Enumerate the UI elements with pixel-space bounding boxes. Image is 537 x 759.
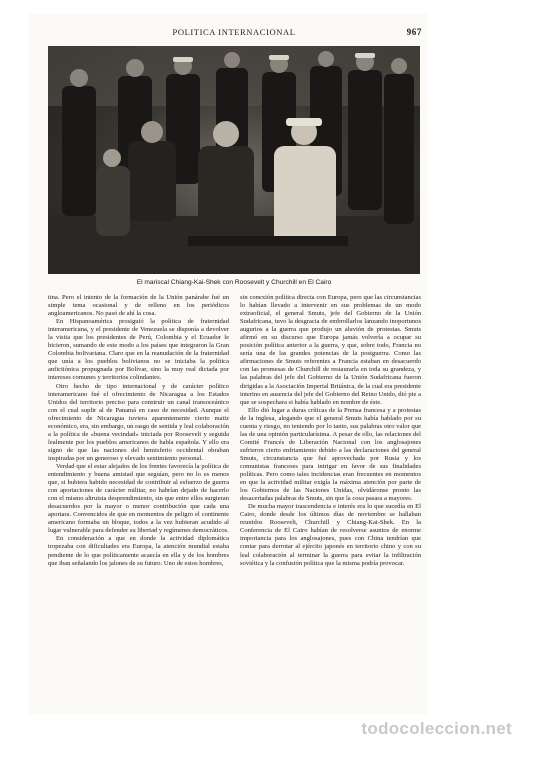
running-header [46, 27, 422, 39]
page-number: 967 [406, 27, 422, 37]
right-column [240, 294, 421, 568]
left-paragraph: tina. Pero el intento de la formación de la Unión panárabe fué un simple tema ocasional y de relleno en los periódicos angloamericanos. No pasó de ahí la cosa. [48, 294, 229, 318]
right-paragraph: sin conexión política directa con Europa, pero que las circunstancias lo habían llevado a intervenir en sus problemas de un modo extraoficial, el general Smuts, jefe del Gobierno de la Unión Sudafricana, tuvo la desgracia de embrollarlos lanzando inoportunos augurios a la guerra que produjo un aluvión de protestas. Smuts afirmó en su discurso que Europa jamás volvería a ocupar su posición política anterior a la guerra, y que, sobre todo, Francia no sería una de las grandes potencias de la postguerra. Como las afirmaciones de Smuts referentes a Francia estaban en desacuerdo con las promesas de Churchill de restaurarla en toda su grandeza, y las palabras del jefe del Gobierno de la Unión Sudafricana fueron dirigidas a la Asociación Imperial Británica, de la cual era presidente interino en ausencia del jefe del Gobierno del Reino Unido, dió pie a que se sospechara si había hablado en nombre de éste. [240, 294, 421, 406]
historical-photograph [48, 46, 420, 274]
photo-caption: El mariscal Chiang-Kai-Shek con Roosevelt y Churchill en El Cairo [136, 279, 332, 286]
left-column [48, 294, 229, 568]
running-title: POLITICA INTERNACIONAL [172, 27, 296, 37]
left-paragraph: Otro hecho de tipo internacional y de carácter político interamericano fué el ofrecimiento de Nicaragua a los Estados Unidos del territorio preciso para construir un canal transoceánico con el cual suplir al de Panamá en caso de necesidad. Aunque el ofrecimiento de Nicaragua tuviera aparentemente cierto matiz económico, era, sin embargo, un rasgo de sentida y leal colaboración a la política de «buena vecindad» iniciada por Roosevelt y seguida lealmente por los pueblos americanos de habla española. Y ello era signo de que las naciones del hemisferio occidental obraban inspiradas por un generoso y elevado sentimiento personal. [48, 382, 229, 462]
watermark-suffix: .net [480, 719, 512, 738]
left-paragraph: En consideración a que en donde la actividad diplomática tropezaba con dificultades era Europa, la atención mundial estaba pendiente de lo que políticamente acaecía en ella y de los hombres que iban señalando los jalones de su futuro. Uno de estos hombres, [48, 535, 229, 567]
right-paragraph: De mucha mayor trascendencia e interés era lo que sucedía en El Cairo, donde desde los últimos días de noviembre se hallaban reunidos Roosevelt, Churchill y Chiang-Kai-Shek. En la Conferencia de El Cairo habían de resolverse asuntos de enorme importancia para los anglosajones, pues con China tendrían que contar para derrotar al ejército japonés en territorio chino y con su leal colaboración al terminar la guerra para evitar la infiltración soviética y la confusión política que la misma podría provocar. [240, 503, 421, 567]
watermark-logo [361, 719, 512, 739]
left-paragraph: Verdad que el estar alejados de los frentes favorecía la política de entendimiento y buena amistad que seguían, pero no lo es menos que, si hubiera habido necesidad de contribuir al esfuerzo de guerra con aportaciones de carácter militar, no habrían dejado de hacerlo con el mismo altruista desprendimiento, sin que entre ellos surgieran desacuerdos por la mayor o menor contribución que cada una aportara. Convencidos de que en momentos de peligro el continente americano formaba un bloque, todos a la vez hubieran acudido al lugar vulnerable para defender su libertad y regímenes democráticos. [48, 462, 229, 535]
right-paragraph: Ello dió lugar a duras críticas de la Prensa francesa y a protestas de la inglesa, alegando que el general Smuts había hablado por su cuenta y riesgo, no teniendo por lo tanto, sus palabras otro valor que las de una opinión particularísima. A pesar de ello, las relaciones del Comité Francés de Liberación Nacional con los anglosajones sufrieron cierto enfriamiento debido a las declaraciones del general Smuts, circunstancia que fué aprovechada por Rusia y los comunistas franceses para intrigar en favor de sus finalidades políticas. Pero como tales incidencias eran frecuentes en momentos en que la actividad militar exigía la máxima atención por parte de los Gobiernos de las Naciones Unidas, olvidáronse pronto las desacertadas palabras de Smuts, sin que la cosa pasara a mayores. [240, 406, 421, 503]
watermark-name: todocoleccion [361, 719, 481, 738]
left-paragraph: En Hispanoamérica prosiguió la política de fraternidad interamericana, y el presidente de Venezuela se disponía a devolver la visita que los presidentes de Perú, Colombia y el Ecuador le hicieron, sumando de este modo a los países que integraron la Gran Colombia bolivariana. Claro que en la reanudación de la fraternidad que unía a los pueblos bolivianos no se iniciaba la política anfictiónica propugnada por Bolívar, sino la muy real dictada por intereses comunes y territorios colindantes. [48, 318, 229, 382]
photo-illustration [48, 46, 420, 274]
